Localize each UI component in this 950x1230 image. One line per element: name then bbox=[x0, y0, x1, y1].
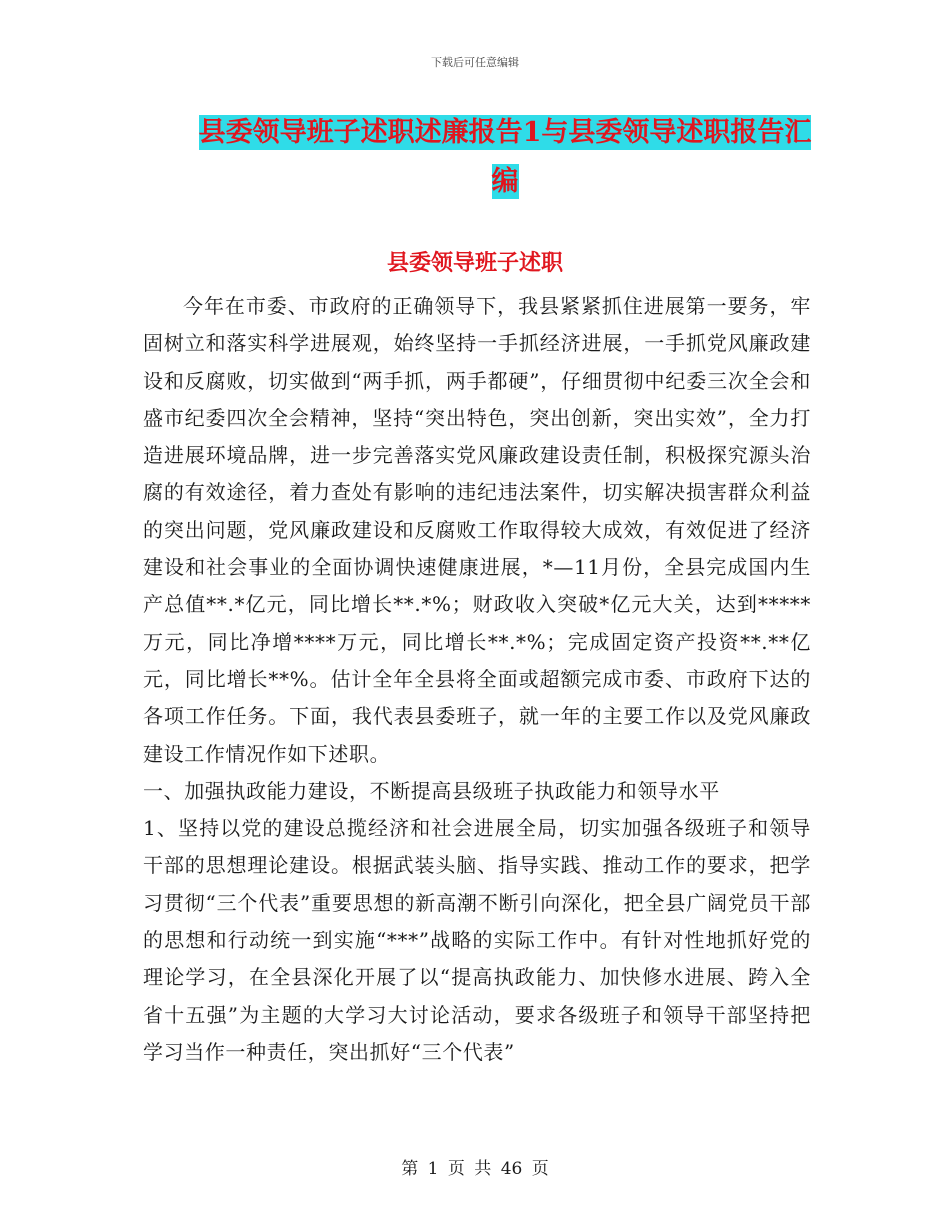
header-note: 下载后可任意编辑 bbox=[431, 56, 519, 69]
section-title: 县委领导班子述职 bbox=[386, 250, 563, 276]
document-body bbox=[143, 288, 811, 1071]
document-title-text: 县委领导班子述职述廉报告1与县委领导述职报告汇编 bbox=[198, 117, 812, 197]
page-number: 第 1 页 共 46 页 bbox=[401, 1159, 549, 1179]
paragraph: 今年在市委、市政府的正确领导下，我县紧紧抓住进展第一要务，牢固树立和落实科学进展观，始终坚持一手抓经济进展，一手抓党风廉政建设和反腐败，切实做到“两手抓，两手都硬”，仔细贯彻中纪委三次全会和盛市纪委四次全会精神，坚持“突出特色，突出创新，突出实效”，全力打造进展环境品牌，进一步完善落实党风廉政建设责任制，积极探究源头治腐的有效途径，着力查处有影响的违纪违法案件，切实解决损害群众利益的突出问题，党风廉政建设和反腐败工作取得较大成效，有效促进了经济建设和社会事业的全面协调快速健康进展，*—11月份，全县完成国内生产总值**.*亿元，同比增长**.*%；财政收入突破*亿元大关，达到*****万元，同比净增****万元，同比增长**.*%；完成固定资产投资**.**亿元，同比增长**%。估计全年全县将全面或超额完成市委、市政府下达的各项工作任务。下面，我代表县委班子，就一年的主要工作以及党风廉政建设工作情况作如下述职。 bbox=[143, 294, 811, 766]
paragraph-heading: 一、加强执政能力建设，不断提高县级班子执政能力和领导水平 bbox=[143, 778, 720, 803]
paragraph: 1、坚持以党的建设总揽经济和社会进展全局，切实加强各级班子和领导干部的思想理论建设。根据武装头脑、指导实践、推动工作的要求，把学习贯彻“三个代表”重要思想的新高潮不断引向深化，把全县广阔党员干部的思想和行动统一到实施“***”战略的实际工作中。有针对性地抓好党的理论学习，在全县深化开展了以“提高执政能力、加快修水进展、跨入全省十五强”为主题的大学习大讨论活动，要求各级班子和领导干部坚持把学习当作一种责任，突出抓好“三个代表” bbox=[143, 816, 811, 1064]
document-title bbox=[190, 108, 820, 206]
